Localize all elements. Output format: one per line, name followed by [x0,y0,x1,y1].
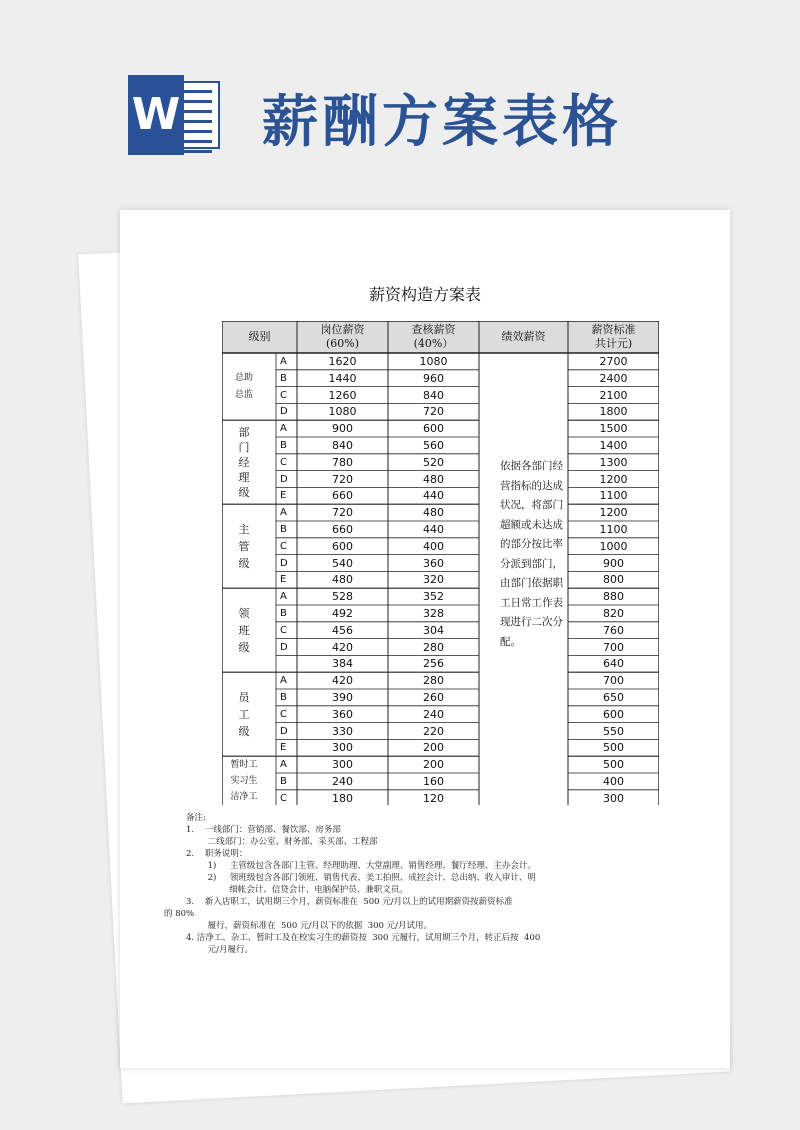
post-salary-cell: 600 [332,539,353,553]
assess-salary-cell: 280 [423,674,444,688]
level-code: B [280,440,287,451]
assess-salary-cell: 320 [423,573,444,587]
level-code: A [280,356,287,367]
level-group-name: 暂时工 实习生 洁净工 [230,760,258,803]
post-salary-cell: 420 [332,640,353,654]
column-header-total [568,323,659,351]
assess-salary-cell: 360 [423,556,444,570]
assess-salary-cell: 440 [423,489,444,503]
post-salary-cell: 1440 [328,371,357,385]
column-sublabel: 共计元) [594,337,633,350]
level-code: B [280,692,287,703]
column-sublabel: (40%） [413,337,454,350]
level-code: D [280,641,288,653]
note-line: 的 80% [164,909,195,919]
level-code: E [280,742,287,754]
total-salary-cell: 300 [603,791,624,805]
column-label: 岗位薪资 [320,323,365,336]
level-group-name: 部 门 经 理 级 [238,425,250,499]
level-code: C [280,792,287,804]
column-label: 级别 [248,330,271,343]
assess-salary-cell: 280 [423,640,444,654]
level-code: C [280,540,287,552]
total-salary-cell: 880 [603,590,624,604]
column-label: 薪资标准 [591,323,636,336]
column-label: 绩效薪资 [501,330,546,343]
total-salary-cell: 2100 [599,388,628,402]
post-salary-cell: 480 [332,573,353,587]
note-line: 二线部门：办公室、财务部、采买部、工程部 [186,837,378,847]
assess-salary-cell: 1080 [419,355,448,368]
column-sublabel: (60%) [325,337,360,350]
assess-salary-cell: 120 [423,791,444,805]
notes-section [164,812,706,956]
assess-salary-cell: 256 [423,657,444,671]
assess-salary-cell: 480 [423,472,444,486]
total-salary-cell: 1100 [599,489,628,503]
level-code: B [280,776,287,787]
assess-salary-cell: 720 [423,405,444,419]
level-code: C [280,624,287,636]
post-salary-cell: 660 [332,523,353,536]
page-header [0,0,800,180]
post-salary-cell: 300 [332,741,353,755]
assess-salary-cell: 840 [423,388,444,402]
post-salary-cell: 240 [332,775,353,788]
level-code: D [280,725,288,737]
total-salary-cell: 1200 [599,472,628,486]
post-salary-cell: 780 [332,455,353,469]
word-letter: W [128,75,184,155]
column-header-perf [479,330,568,344]
column-header-level [222,330,297,344]
total-salary-cell: 550 [603,724,624,738]
post-salary-cell: 840 [332,439,353,452]
note-line: 履行，薪资标准在 500 元/月以下的依据 300 元/月试用。 [186,921,433,931]
level-code: E [280,574,287,586]
level-group-name: 主 管 级 [238,522,250,570]
level-code: A [280,675,287,687]
total-salary-cell: 2400 [599,371,628,385]
assess-salary-cell: 480 [423,506,444,520]
assess-salary-cell: 400 [423,539,444,553]
total-salary-cell: 760 [603,623,624,637]
post-salary-cell: 390 [332,691,353,704]
post-salary-cell: 528 [332,590,353,604]
assess-salary-cell: 200 [423,758,444,772]
post-salary-cell: 900 [332,422,353,436]
assess-salary-cell: 520 [423,455,444,469]
note-line: 1. 一线部门：营销部、餐饮部、房务部 [186,825,341,835]
total-salary-cell: 500 [603,758,624,772]
assess-salary-cell: 160 [423,775,444,788]
page-title: 薪酬方案表格 [262,90,622,155]
note-line: 2) 领班级包含各部门领班、销售代表、美工拍照、成控会计、总出纳、收入审计、明 [186,873,536,883]
post-salary-cell: 1260 [328,388,357,402]
post-salary-cell: 360 [332,707,353,721]
assess-salary-cell: 560 [423,439,444,452]
total-salary-cell: 2700 [599,355,628,368]
level-code: E [280,490,287,502]
post-salary-cell: 1620 [328,355,357,368]
post-salary-cell: 300 [332,758,353,772]
total-salary-cell: 500 [603,741,624,755]
post-salary-cell: 1080 [328,405,357,419]
level-code: B [280,372,287,384]
assess-salary-cell: 260 [423,691,444,704]
document-title: 薪资构造方案表 [368,285,481,304]
total-salary-cell: 1500 [599,422,628,436]
level-code: A [280,423,287,435]
level-code: A [280,591,287,603]
document-page [120,210,730,1068]
assess-salary-cell: 240 [423,707,444,721]
post-salary-cell: 420 [332,674,353,688]
column-label: 查核薪资 [411,323,456,336]
total-salary-cell: 650 [603,691,624,704]
level-group-name: 员 工 级 [238,690,250,738]
performance-pay-note: 依据各部门经营指标的达成状况，将部门超额或未达成的部分按比率分派到部门，由部门依据职工日常工作表现进行二次分配。 [500,460,563,648]
post-salary-cell: 720 [332,472,353,486]
total-salary-cell: 400 [603,775,624,788]
column-header-assess [388,323,479,351]
assess-salary-cell: 304 [423,623,444,637]
level-code: A [280,507,287,519]
assess-salary-cell: 600 [423,422,444,436]
total-salary-cell: 800 [603,573,624,587]
note-line: 3. 新入店职工，试用期三个月，薪资标准在 500 元/月以上的试用期薪资按薪资标准 [186,897,513,907]
post-salary-cell: 492 [332,607,353,620]
level-group-name: 总助 总监 [234,372,253,400]
post-salary-cell: 330 [332,724,353,738]
word-logo-icon [128,75,224,155]
level-code: A [280,759,287,771]
level-code: D [280,557,288,569]
total-salary-cell: 1100 [599,523,628,536]
assess-salary-cell: 440 [423,523,444,536]
level-code: B [280,608,287,619]
salary-table [222,321,659,805]
note-line: 2. 职务说明： [186,849,248,859]
total-salary-cell: 900 [603,556,624,570]
post-salary-cell: 456 [332,623,353,637]
note-line: 细帐会计、信贷会计、电脑保护员、兼职文员。 [186,885,408,895]
level-group-name: 领 班 级 [238,606,250,654]
assess-salary-cell: 328 [423,607,444,620]
note-line: 元/月履行。 [186,945,253,955]
total-salary-cell: 700 [603,674,624,688]
total-salary-cell: 700 [603,640,624,654]
level-code: B [280,524,287,535]
post-salary-cell: 660 [332,489,353,503]
note-line: 1) 主管级包含各部门主管、经理助理、大堂副理、销售经理、餐厅经理、主办会计。 [186,861,536,871]
total-salary-cell: 1000 [599,539,628,553]
total-salary-cell: 1200 [599,506,628,520]
total-salary-cell: 640 [603,657,624,671]
post-salary-cell: 720 [332,506,353,520]
level-code: D [280,406,288,418]
total-salary-cell: 820 [603,607,624,620]
assess-salary-cell: 220 [423,724,444,738]
level-code: C [280,708,287,720]
total-salary-cell: 1400 [599,439,628,452]
level-code: C [280,456,287,468]
post-salary-cell: 384 [332,657,353,671]
column-header-post [297,323,388,351]
assess-salary-cell: 960 [423,371,444,385]
note-line: 4. 洁净工、杂工、暂时工及在校实习生的薪资按 300 元履行，试用期三个月，转正后按 400 [186,933,541,943]
total-salary-cell: 1800 [599,405,628,419]
level-code: C [280,389,287,401]
total-salary-cell: 1300 [599,455,628,469]
post-salary-cell: 540 [332,556,353,570]
level-code: D [280,473,288,485]
note-line: 备注: [186,813,206,823]
total-salary-cell: 600 [603,707,624,721]
assess-salary-cell: 352 [423,590,444,604]
assess-salary-cell: 200 [423,741,444,755]
post-salary-cell: 180 [332,791,353,805]
